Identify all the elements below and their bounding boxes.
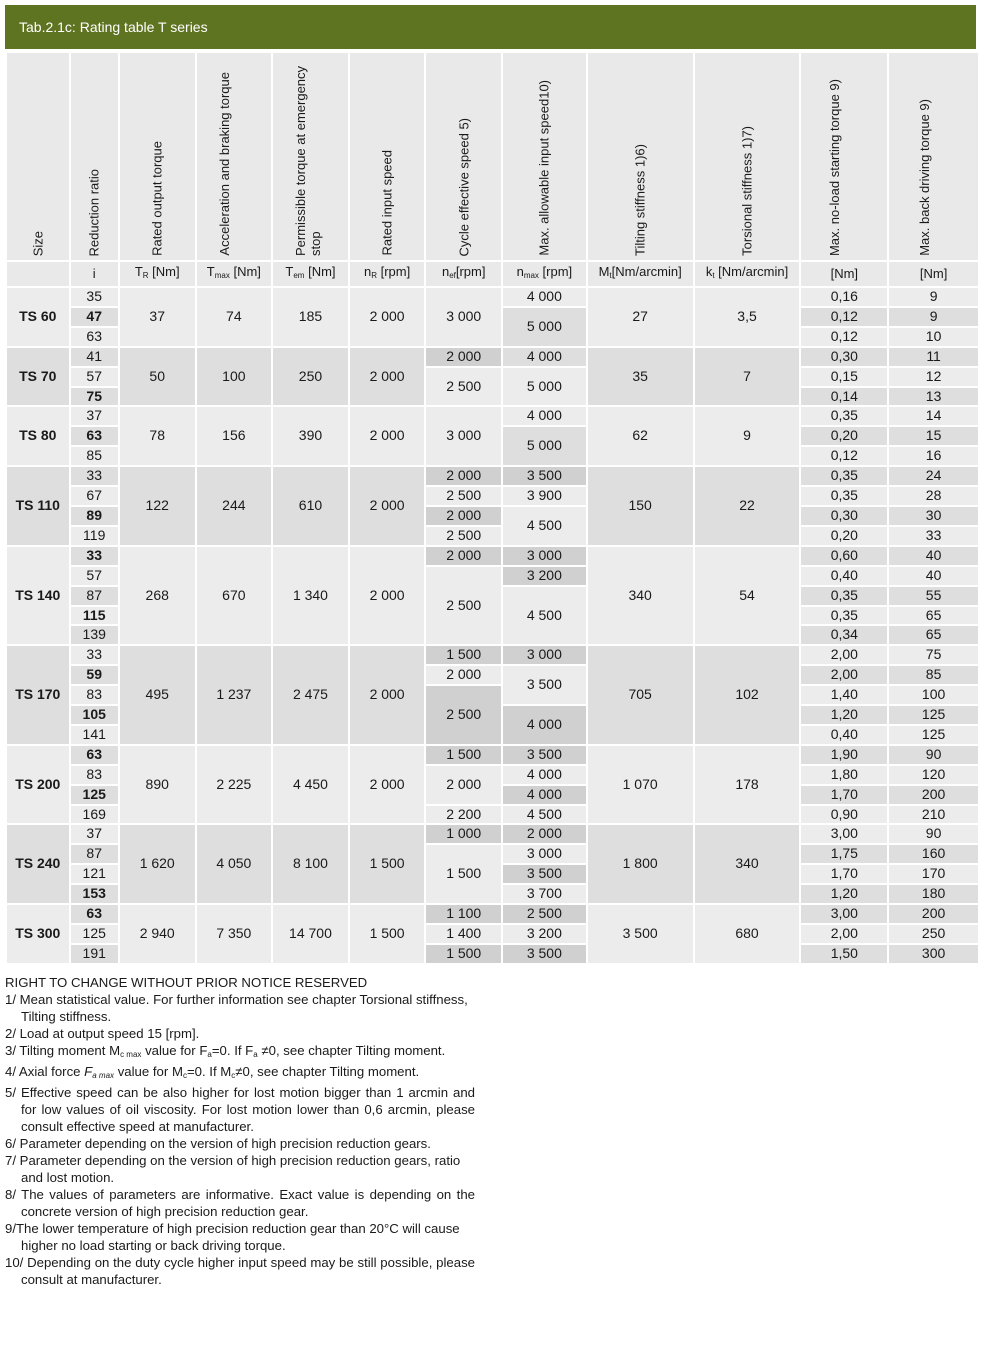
ratio-cell: 115 bbox=[71, 607, 118, 625]
emergency-torque-cell: 4 450 bbox=[273, 746, 348, 824]
no-load-torque-cell: 0,40 bbox=[801, 726, 887, 744]
ratio-cell: 83 bbox=[71, 766, 118, 784]
col-header-rated-output-torque: Rated output torque bbox=[120, 53, 195, 260]
unit-nef: $n_{ef}[rpm]$ bbox=[426, 262, 501, 286]
col-header-tilting-stiffness: Tilting stiffness 1)6) bbox=[588, 53, 693, 260]
header-row bbox=[7, 53, 978, 260]
back-driving-torque-cell: 160 bbox=[889, 845, 978, 863]
back-driving-torque-cell: 170 bbox=[889, 865, 978, 883]
emergency-torque-cell: 1 340 bbox=[273, 547, 348, 645]
max-input-speed-cell: 4 000 bbox=[503, 407, 586, 425]
max-input-speed-cell: 3 200 bbox=[503, 567, 586, 585]
size-cell: TS 80 bbox=[7, 407, 69, 465]
back-driving-torque-cell: 24 bbox=[889, 467, 978, 485]
max-input-speed-cell: 5 000 bbox=[503, 427, 586, 465]
back-driving-torque-cell: 180 bbox=[889, 885, 978, 903]
rated-input-speed-cell: 2 000 bbox=[350, 288, 425, 346]
cycle-speed-cell: 1 500 bbox=[426, 945, 501, 963]
ratio-cell: 125 bbox=[71, 925, 118, 943]
no-load-torque-cell: 0,20 bbox=[801, 427, 887, 445]
back-driving-torque-cell: 90 bbox=[889, 746, 978, 764]
cycle-speed-cell: 2 500 bbox=[426, 368, 501, 406]
rated-output-torque-cell: 37 bbox=[120, 288, 195, 346]
back-driving-torque-cell: 200 bbox=[889, 786, 978, 804]
unit-tem: $T_{em}$ [Nm] bbox=[273, 262, 348, 286]
tilting-stiffness-cell: 3 500 bbox=[588, 905, 693, 963]
rated-output-torque-cell: 495 bbox=[120, 646, 195, 744]
cycle-speed-cell: 2 500 bbox=[426, 686, 501, 744]
ratio-cell: 63 bbox=[71, 427, 118, 445]
tilting-stiffness-cell: 150 bbox=[588, 467, 693, 545]
max-input-speed-cell: 3 200 bbox=[503, 925, 586, 943]
table-row bbox=[7, 547, 978, 565]
back-driving-torque-cell: 90 bbox=[889, 825, 978, 843]
max-input-speed-cell: 4 000 bbox=[503, 786, 586, 804]
ratio-cell: 89 bbox=[71, 507, 118, 525]
accel-torque-cell: 670 bbox=[197, 547, 272, 645]
emergency-torque-cell: 2 475 bbox=[273, 646, 348, 744]
no-load-torque-cell: 1,20 bbox=[801, 706, 887, 724]
ratio-cell: 47 bbox=[71, 308, 118, 326]
ratio-cell: 83 bbox=[71, 686, 118, 704]
ratio-cell: 33 bbox=[71, 646, 118, 664]
footnote-5: 5/ Effective speed can be also higher for lost motion bigger than 1 arcmin and for low values of oil viscosity. For lost motion lower than 0,6 arcmin, please consult effective speed at manufacturer. bbox=[5, 1085, 475, 1134]
no-load-torque-cell: 3,00 bbox=[801, 825, 887, 843]
no-load-torque-cell: 1,90 bbox=[801, 746, 887, 764]
back-driving-torque-cell: 100 bbox=[889, 686, 978, 704]
no-load-torque-cell: 0,15 bbox=[801, 368, 887, 386]
rated-output-torque-cell: 890 bbox=[120, 746, 195, 824]
col-header-torsional-stiffness: Torsional stiffness 1)7) bbox=[695, 53, 800, 260]
footnote-4: 4/ Axial force $F_{a max}$ value for $M_c=0$. If $M_c\ne 0$, see chapter Tilting moment. bbox=[5, 1064, 420, 1080]
back-driving-torque-cell: 40 bbox=[889, 567, 978, 585]
back-driving-torque-cell: 40 bbox=[889, 547, 978, 565]
ratio-cell: 57 bbox=[71, 368, 118, 386]
cycle-speed-cell: 2 500 bbox=[426, 527, 501, 545]
tilting-stiffness-cell: 62 bbox=[588, 407, 693, 465]
back-driving-torque-cell: 300 bbox=[889, 945, 978, 963]
unit-tmax: $T_{max}$ [Nm] bbox=[197, 262, 272, 286]
accel-torque-cell: 100 bbox=[197, 348, 272, 406]
cycle-speed-cell: 1 500 bbox=[426, 746, 501, 764]
cycle-speed-cell: 1 500 bbox=[426, 646, 501, 664]
back-driving-torque-cell: 11 bbox=[889, 348, 978, 366]
back-driving-torque-cell: 120 bbox=[889, 766, 978, 784]
col-header-max-input-speed: Max. allowable input speed10) bbox=[503, 53, 586, 260]
rating-table bbox=[5, 51, 980, 965]
no-load-torque-cell: 0,12 bbox=[801, 447, 887, 465]
table-row bbox=[7, 288, 978, 306]
unit-i: i bbox=[71, 262, 118, 286]
cycle-speed-cell: 2 200 bbox=[426, 806, 501, 824]
ratio-cell: 57 bbox=[71, 567, 118, 585]
no-load-torque-cell: 0,12 bbox=[801, 308, 887, 326]
torsional-stiffness-cell: 54 bbox=[695, 547, 800, 645]
col-header-max-no-load-starting: Max. no-load starting torque 9) bbox=[801, 53, 887, 260]
back-driving-torque-cell: 14 bbox=[889, 407, 978, 425]
rated-input-speed-cell: 2 000 bbox=[350, 646, 425, 744]
tilting-stiffness-cell: 27 bbox=[588, 288, 693, 346]
rated-input-speed-cell: 2 000 bbox=[350, 407, 425, 465]
max-input-speed-cell: 5 000 bbox=[503, 368, 586, 406]
no-load-torque-cell: 2,00 bbox=[801, 646, 887, 664]
accel-torque-cell: 156 bbox=[197, 407, 272, 465]
ratio-cell: 37 bbox=[71, 825, 118, 843]
back-driving-torque-cell: 125 bbox=[889, 726, 978, 744]
rated-input-speed-cell: 2 000 bbox=[350, 348, 425, 406]
no-load-torque-cell: 0,90 bbox=[801, 806, 887, 824]
units-row bbox=[7, 262, 978, 286]
cycle-speed-cell: 2 500 bbox=[426, 567, 501, 645]
ratio-cell: 33 bbox=[71, 467, 118, 485]
back-driving-torque-cell: 30 bbox=[889, 507, 978, 525]
back-driving-torque-cell: 65 bbox=[889, 607, 978, 625]
col-header-rated-input-speed: Rated input speed bbox=[350, 53, 425, 260]
cycle-speed-cell: 2 000 bbox=[426, 547, 501, 565]
rated-output-torque-cell: 78 bbox=[120, 407, 195, 465]
ratio-cell: 119 bbox=[71, 527, 118, 545]
ratio-cell: 75 bbox=[71, 388, 118, 406]
max-input-speed-cell: 4 000 bbox=[503, 766, 586, 784]
no-load-torque-cell: 0,35 bbox=[801, 407, 887, 425]
back-driving-torque-cell: 55 bbox=[889, 587, 978, 605]
back-driving-torque-cell: 12 bbox=[889, 368, 978, 386]
max-input-speed-cell: 4 500 bbox=[503, 806, 586, 824]
cycle-speed-cell: 3 000 bbox=[426, 288, 501, 346]
table-row bbox=[7, 825, 978, 843]
unit-no-load: [Nm] bbox=[801, 262, 887, 286]
no-load-torque-cell: 1,50 bbox=[801, 945, 887, 963]
emergency-torque-cell: 8 100 bbox=[273, 825, 348, 903]
ratio-cell: 63 bbox=[71, 328, 118, 346]
no-load-torque-cell: 2,00 bbox=[801, 666, 887, 684]
torsional-stiffness-cell: 178 bbox=[695, 746, 800, 824]
emergency-torque-cell: 250 bbox=[273, 348, 348, 406]
no-load-torque-cell: 0,35 bbox=[801, 467, 887, 485]
emergency-torque-cell: 14 700 bbox=[273, 905, 348, 963]
unit-kt: $k_t$ [Nm/arcmin] bbox=[695, 262, 800, 286]
back-driving-torque-cell: 10 bbox=[889, 328, 978, 346]
table-row bbox=[7, 905, 978, 923]
tilting-stiffness-cell: 1 800 bbox=[588, 825, 693, 903]
emergency-torque-cell: 185 bbox=[273, 288, 348, 346]
max-input-speed-cell: 3 500 bbox=[503, 467, 586, 485]
size-cell: TS 240 bbox=[7, 825, 69, 903]
table-row bbox=[7, 467, 978, 485]
ratio-cell: 67 bbox=[71, 487, 118, 505]
col-header-reduction-ratio: Reduction ratio bbox=[71, 53, 118, 260]
unit-nr: $n_R$ [rpm] bbox=[350, 262, 425, 286]
ratio-cell: 59 bbox=[71, 666, 118, 684]
accel-torque-cell: 1 237 bbox=[197, 646, 272, 744]
ratio-cell: 125 bbox=[71, 786, 118, 804]
rated-input-speed-cell: 2 000 bbox=[350, 746, 425, 824]
cycle-speed-cell: 1 400 bbox=[426, 925, 501, 943]
no-load-torque-cell: 0,20 bbox=[801, 527, 887, 545]
unit-back-driving: [Nm] bbox=[889, 262, 978, 286]
cycle-speed-cell: 2 000 bbox=[426, 348, 501, 366]
no-load-torque-cell: 1,75 bbox=[801, 845, 887, 863]
no-load-torque-cell: 0,30 bbox=[801, 348, 887, 366]
ratio-cell: 121 bbox=[71, 865, 118, 883]
back-driving-torque-cell: 16 bbox=[889, 447, 978, 465]
no-load-torque-cell: 0,34 bbox=[801, 626, 887, 644]
no-load-torque-cell: 0,30 bbox=[801, 507, 887, 525]
rated-output-torque-cell: 50 bbox=[120, 348, 195, 406]
max-input-speed-cell: 4 000 bbox=[503, 706, 586, 744]
size-cell: TS 110 bbox=[7, 467, 69, 545]
footnote-rights: RIGHT TO CHANGE WITHOUT PRIOR NOTICE RESERVED bbox=[5, 975, 368, 990]
accel-torque-cell: 7 350 bbox=[197, 905, 272, 963]
max-input-speed-cell: 3 700 bbox=[503, 885, 586, 903]
table-title: Tab.2.1c: Rating table T series bbox=[19, 19, 208, 35]
back-driving-torque-cell: 28 bbox=[889, 487, 978, 505]
footnote-2: 2/ Load at output speed 15 [rpm]. bbox=[5, 1026, 200, 1041]
table-row bbox=[7, 746, 978, 764]
back-driving-torque-cell: 15 bbox=[889, 427, 978, 445]
unit-size bbox=[7, 262, 69, 286]
max-input-speed-cell: 3 900 bbox=[503, 487, 586, 505]
unit-nmax: $n_{max}$ [rpm] bbox=[503, 262, 586, 286]
tilting-stiffness-cell: 340 bbox=[588, 547, 693, 645]
back-driving-torque-cell: 85 bbox=[889, 666, 978, 684]
size-cell: TS 300 bbox=[7, 905, 69, 963]
cycle-speed-cell: 2 000 bbox=[426, 507, 501, 525]
emergency-torque-cell: 610 bbox=[273, 467, 348, 545]
torsional-stiffness-cell: 9 bbox=[695, 407, 800, 465]
back-driving-torque-cell: 75 bbox=[889, 646, 978, 664]
accel-torque-cell: 74 bbox=[197, 288, 272, 346]
max-input-speed-cell: 3 000 bbox=[503, 646, 586, 664]
ratio-cell: 87 bbox=[71, 587, 118, 605]
accel-torque-cell: 244 bbox=[197, 467, 272, 545]
cycle-speed-cell: 1 100 bbox=[426, 905, 501, 923]
rated-input-speed-cell: 1 500 bbox=[350, 905, 425, 963]
unit-mt: $M_t[Nm/arcmin]$ bbox=[588, 262, 693, 286]
footnotes bbox=[5, 974, 475, 1288]
torsional-stiffness-cell: 340 bbox=[695, 825, 800, 903]
ratio-cell: 37 bbox=[71, 407, 118, 425]
table-row bbox=[7, 407, 978, 425]
ratio-cell: 63 bbox=[71, 746, 118, 764]
tilting-stiffness-cell: 705 bbox=[588, 646, 693, 744]
back-driving-torque-cell: 65 bbox=[889, 626, 978, 644]
max-input-speed-cell: 3 000 bbox=[503, 845, 586, 863]
cycle-speed-cell: 2 000 bbox=[426, 766, 501, 804]
no-load-torque-cell: 0,35 bbox=[801, 487, 887, 505]
cycle-speed-cell: 3 000 bbox=[426, 407, 501, 465]
ratio-cell: 33 bbox=[71, 547, 118, 565]
rated-input-speed-cell: 2 000 bbox=[350, 547, 425, 645]
no-load-torque-cell: 0,16 bbox=[801, 288, 887, 306]
accel-torque-cell: 2 225 bbox=[197, 746, 272, 824]
rated-output-torque-cell: 2 940 bbox=[120, 905, 195, 963]
footnote-7: 7/ Parameter depending on the version of high precision reduction gears, ratio and lost motion. bbox=[5, 1153, 461, 1185]
size-cell: TS 170 bbox=[7, 646, 69, 744]
max-input-speed-cell: 3 500 bbox=[503, 945, 586, 963]
size-cell: TS 70 bbox=[7, 348, 69, 406]
col-header-max-back-driving: Max. back driving torque 9) bbox=[889, 53, 978, 260]
tilting-stiffness-cell: 1 070 bbox=[588, 746, 693, 824]
no-load-torque-cell: 1,70 bbox=[801, 786, 887, 804]
no-load-torque-cell: 2,00 bbox=[801, 925, 887, 943]
torsional-stiffness-cell: 7 bbox=[695, 348, 800, 406]
ratio-cell: 85 bbox=[71, 447, 118, 465]
torsional-stiffness-cell: 3,5 bbox=[695, 288, 800, 346]
rated-input-speed-cell: 2 000 bbox=[350, 467, 425, 545]
ratio-cell: 63 bbox=[71, 905, 118, 923]
rated-output-torque-cell: 268 bbox=[120, 547, 195, 645]
ratio-cell: 41 bbox=[71, 348, 118, 366]
no-load-torque-cell: 1,80 bbox=[801, 766, 887, 784]
footnote-1: 1/ Mean statistical value. For further information see chapter Torsional stiffness, Tilting stiffness. bbox=[5, 992, 468, 1024]
unit-tr: $T_R$ [Nm] bbox=[120, 262, 195, 286]
ratio-cell: 141 bbox=[71, 726, 118, 744]
rated-output-torque-cell: 1 620 bbox=[120, 825, 195, 903]
max-input-speed-cell: 3 500 bbox=[503, 865, 586, 883]
ratio-cell: 153 bbox=[71, 885, 118, 903]
max-input-speed-cell: 4 000 bbox=[503, 288, 586, 306]
torsional-stiffness-cell: 102 bbox=[695, 646, 800, 744]
footnote-9: 9/The lower temperature of high precision reduction gear than 20°C will cause higher no load starting or back driving torque. bbox=[5, 1221, 460, 1253]
no-load-torque-cell: 1,70 bbox=[801, 865, 887, 883]
ratio-cell: 191 bbox=[71, 945, 118, 963]
footnote-10: 10/ Depending on the duty cycle higher input speed may be still possible, please consult at manufacturer. bbox=[5, 1255, 475, 1287]
back-driving-torque-cell: 9 bbox=[889, 288, 978, 306]
back-driving-torque-cell: 9 bbox=[889, 308, 978, 326]
max-input-speed-cell: 4 000 bbox=[503, 348, 586, 366]
cycle-speed-cell: 2 000 bbox=[426, 666, 501, 684]
max-input-speed-cell: 2 500 bbox=[503, 905, 586, 923]
torsional-stiffness-cell: 680 bbox=[695, 905, 800, 963]
tilting-stiffness-cell: 35 bbox=[588, 348, 693, 406]
size-cell: TS 140 bbox=[7, 547, 69, 645]
back-driving-torque-cell: 13 bbox=[889, 388, 978, 406]
ratio-cell: 87 bbox=[71, 845, 118, 863]
ratio-cell: 139 bbox=[71, 626, 118, 644]
size-cell: TS 60 bbox=[7, 288, 69, 346]
max-input-speed-cell: 5 000 bbox=[503, 308, 586, 346]
max-input-speed-cell: 3 500 bbox=[503, 746, 586, 764]
ratio-cell: 105 bbox=[71, 706, 118, 724]
no-load-torque-cell: 1,20 bbox=[801, 885, 887, 903]
ratio-cell: 35 bbox=[71, 288, 118, 306]
torsional-stiffness-cell: 22 bbox=[695, 467, 800, 545]
no-load-torque-cell: 0,35 bbox=[801, 587, 887, 605]
rated-input-speed-cell: 1 500 bbox=[350, 825, 425, 903]
no-load-torque-cell: 0,12 bbox=[801, 328, 887, 346]
back-driving-torque-cell: 250 bbox=[889, 925, 978, 943]
col-header-accel-braking-torque: Acceleration and braking torque bbox=[197, 53, 272, 260]
table-row bbox=[7, 646, 978, 664]
col-header-size: Size bbox=[7, 53, 69, 260]
no-load-torque-cell: 0,60 bbox=[801, 547, 887, 565]
back-driving-torque-cell: 125 bbox=[889, 706, 978, 724]
rated-output-torque-cell: 122 bbox=[120, 467, 195, 545]
table-row bbox=[7, 348, 978, 366]
max-input-speed-cell: 3 000 bbox=[503, 547, 586, 565]
back-driving-torque-cell: 210 bbox=[889, 806, 978, 824]
cycle-speed-cell: 1 000 bbox=[426, 825, 501, 843]
no-load-torque-cell: 3,00 bbox=[801, 905, 887, 923]
emergency-torque-cell: 390 bbox=[273, 407, 348, 465]
cycle-speed-cell: 1 500 bbox=[426, 845, 501, 903]
footnote-3: 3/ Tilting moment $M_{c max}$ value for $F_a=0$. If $F_a \ne 0$, see chapter Tilting moment. bbox=[5, 1043, 446, 1059]
max-input-speed-cell: 4 500 bbox=[503, 587, 586, 645]
no-load-torque-cell: 0,40 bbox=[801, 567, 887, 585]
max-input-speed-cell: 4 500 bbox=[503, 507, 586, 545]
back-driving-torque-cell: 33 bbox=[889, 527, 978, 545]
max-input-speed-cell: 2 000 bbox=[503, 825, 586, 843]
accel-torque-cell: 4 050 bbox=[197, 825, 272, 903]
col-header-cycle-effective-speed: Cycle effective speed 5) bbox=[426, 53, 501, 260]
footnote-6: 6/ Parameter depending on the version of high precision reduction gears. bbox=[5, 1136, 431, 1151]
size-cell: TS 200 bbox=[7, 746, 69, 824]
back-driving-torque-cell: 200 bbox=[889, 905, 978, 923]
no-load-torque-cell: 0,35 bbox=[801, 607, 887, 625]
table-title-bar bbox=[5, 5, 976, 49]
footnote-8: 8/ The values of parameters are informative. Exact value is depending on the concrete version of high precision reduction gear. bbox=[5, 1187, 475, 1219]
ratio-cell: 169 bbox=[71, 806, 118, 824]
max-input-speed-cell: 3 500 bbox=[503, 666, 586, 704]
col-header-permissible-torque: Permissible torque at emergency stop bbox=[273, 53, 348, 260]
no-load-torque-cell: 1,40 bbox=[801, 686, 887, 704]
no-load-torque-cell: 0,14 bbox=[801, 388, 887, 406]
cycle-speed-cell: 2 000 bbox=[426, 467, 501, 485]
cycle-speed-cell: 2 500 bbox=[426, 487, 501, 505]
